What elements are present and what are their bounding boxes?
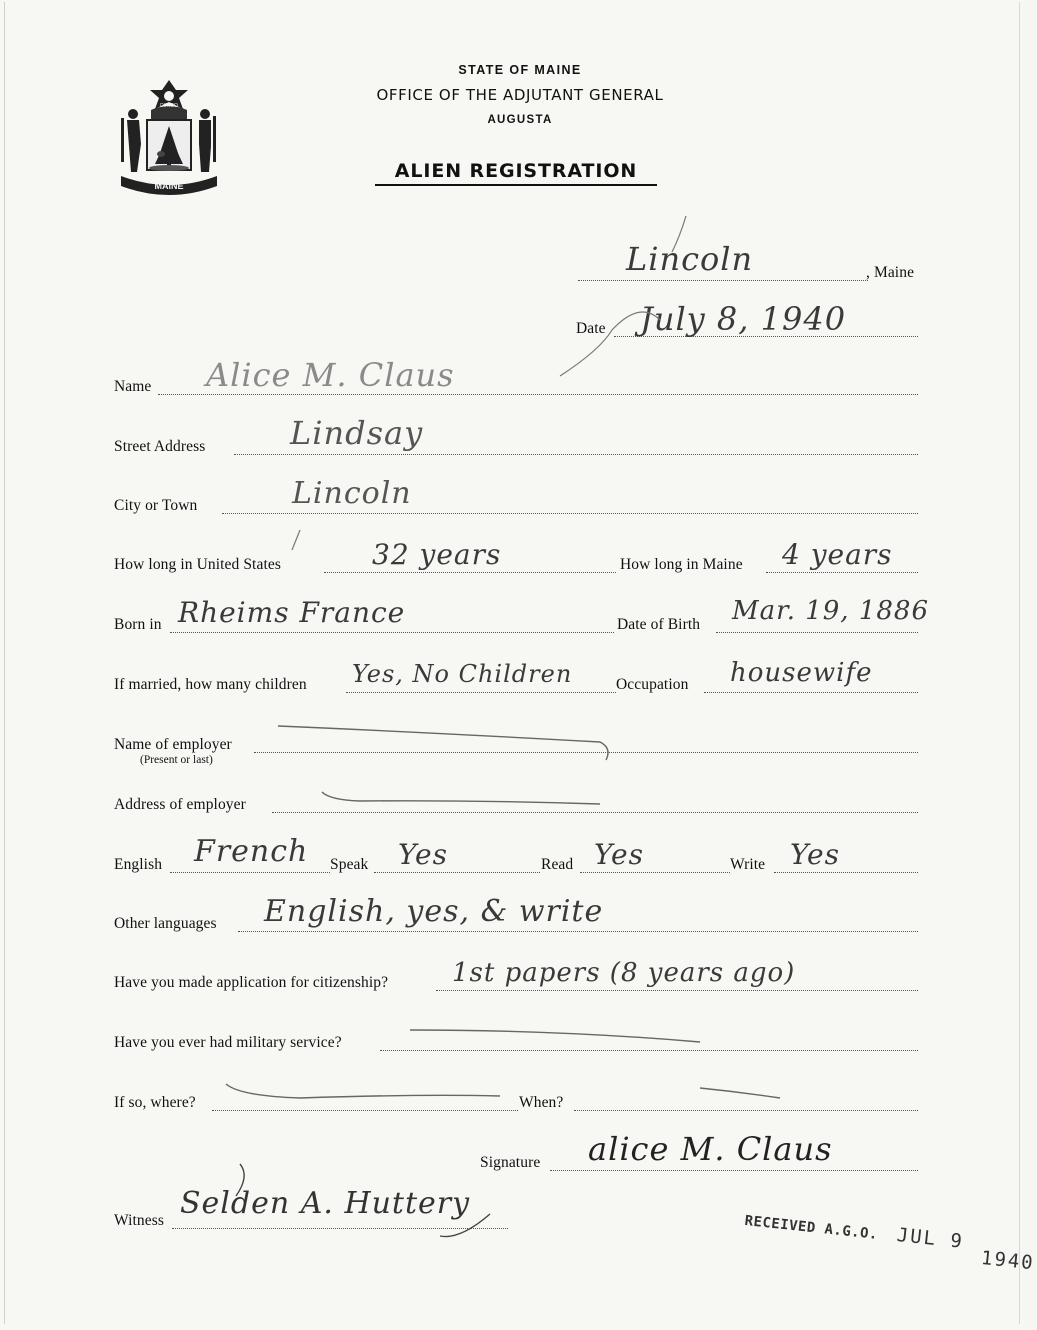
- occupation-entry: housewife: [730, 658, 873, 688]
- employer-note: (Present or last): [140, 754, 213, 766]
- how-long-us-label: How long in United States: [114, 556, 281, 573]
- born-in-label: Born in: [114, 616, 162, 633]
- signature-field-line: [550, 1170, 918, 1171]
- how-long-us-entry: 32 years: [372, 538, 502, 571]
- read-field-line: [580, 872, 730, 873]
- married-children-entry: Yes, No Children: [352, 660, 573, 688]
- english-entry: French: [194, 834, 309, 869]
- city-or-town-label: City or Town: [114, 497, 198, 514]
- date-entry: July 8, 1940: [640, 300, 847, 338]
- city-or-town-entry: Lincoln: [292, 476, 412, 511]
- received-stamp-date: JUL 9: [895, 1223, 965, 1253]
- received-stamp-text: RECEIVED A.G.O.: [743, 1212, 879, 1243]
- married-children-label: If married, how many children: [114, 676, 307, 693]
- married-children-field-line: [346, 692, 616, 693]
- citizenship-label: Have you made application for citizenship?: [114, 974, 389, 991]
- date-label: Date: [576, 320, 606, 337]
- speak-field-line: [374, 872, 540, 873]
- street-address-field-line: [234, 454, 918, 455]
- street-address-entry: Lindsay: [290, 414, 424, 452]
- other-languages-label: Other languages: [114, 915, 217, 932]
- english-field-line: [170, 872, 330, 873]
- date-of-birth-label: Date of Birth: [617, 616, 701, 633]
- speak-label: Speak: [330, 856, 369, 873]
- header-office: OFFICE OF THE ADJUTANT GENERAL: [376, 86, 664, 104]
- other-languages-field-line: [238, 931, 918, 932]
- street-address-label: Street Address: [114, 438, 206, 455]
- header-city: AUGUSTA: [487, 114, 553, 126]
- witness-field-line: [172, 1228, 508, 1229]
- read-entry: Yes: [594, 838, 644, 871]
- date-of-birth-entry: Mar. 19, 1886: [732, 596, 930, 626]
- write-label: Write: [730, 856, 766, 873]
- other-languages-entry: English, yes, & write: [264, 894, 604, 929]
- how-long-maine-label: How long in Maine: [620, 556, 743, 573]
- city-or-town-field-line: [222, 513, 918, 514]
- occupation-field-line: [704, 692, 918, 693]
- name-field-line: [158, 394, 918, 395]
- if-so-where-field-line: [212, 1110, 518, 1111]
- witness-signature: Selden A. Huttery: [180, 1186, 471, 1221]
- received-stamp-year: 1940: [979, 1246, 1036, 1275]
- military-field-line: [380, 1050, 918, 1051]
- employer-address-label: Address of employer: [114, 796, 246, 813]
- occupation-label: Occupation: [616, 676, 689, 693]
- speak-entry: Yes: [398, 838, 448, 871]
- when-label: When?: [519, 1094, 564, 1111]
- employer-address-field-line: [272, 812, 918, 813]
- read-label: Read: [541, 856, 574, 873]
- date-of-birth-field-line: [716, 632, 918, 633]
- write-field-line: [774, 872, 918, 873]
- how-long-us-field-line: [324, 572, 616, 573]
- svg-text:DIRIGO: DIRIGO: [160, 103, 178, 109]
- english-label: English: [114, 856, 163, 873]
- svg-text:MAINE: MAINE: [154, 181, 184, 191]
- citizenship-entry: 1st papers (8 years ago): [452, 958, 796, 988]
- born-in-entry: Rheims France: [178, 596, 406, 629]
- town-entry: Lincoln: [626, 240, 754, 278]
- town-field-line: [578, 280, 868, 281]
- signature-label: Signature: [480, 1154, 541, 1171]
- citizenship-field-line: [436, 990, 918, 991]
- name-label: Name: [114, 378, 152, 395]
- name-entry: Alice M. Claus: [206, 356, 455, 394]
- employer-name-field-line: [254, 752, 918, 753]
- form-title: ALIEN REGISTRATION: [375, 160, 657, 186]
- header-state: STATE OF MAINE: [458, 63, 582, 77]
- witness-label: Witness: [114, 1212, 165, 1229]
- maine-label: , Maine: [866, 264, 915, 281]
- write-entry: Yes: [790, 838, 840, 871]
- if-so-where-label: If so, where?: [114, 1094, 196, 1111]
- signature-entry: alice M. Claus: [588, 1130, 833, 1168]
- military-label: Have you ever had military service?: [114, 1034, 342, 1051]
- born-in-field-line: [170, 632, 614, 633]
- how-long-maine-field-line: [766, 572, 918, 573]
- when-field-line: [574, 1110, 918, 1111]
- how-long-maine-entry: 4 years: [782, 538, 893, 571]
- employer-name-label: Name of employer: [114, 736, 232, 753]
